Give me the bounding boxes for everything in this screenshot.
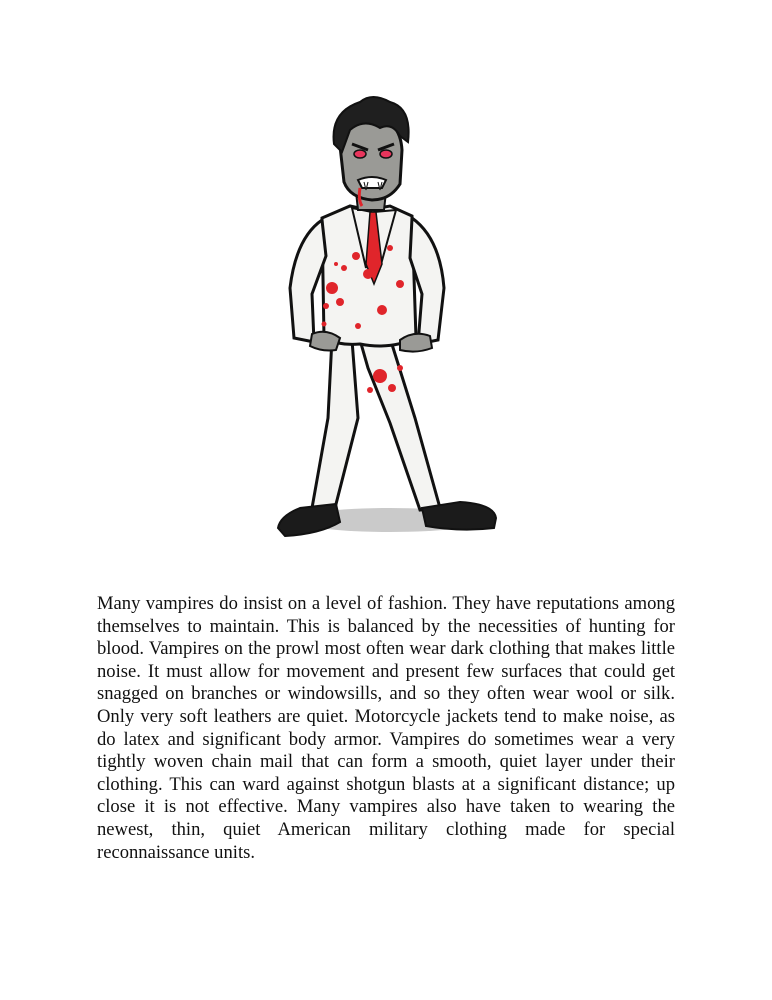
left-eye	[354, 150, 366, 158]
vampire-illustration	[240, 88, 530, 558]
right-leg	[360, 338, 440, 510]
left-arm	[290, 220, 326, 342]
left-hand	[310, 332, 340, 351]
right-eye	[380, 150, 392, 158]
vampire-drawing	[240, 88, 530, 558]
right-shoe	[422, 502, 496, 530]
left-shoe	[278, 504, 340, 536]
left-leg	[312, 338, 358, 508]
right-hand	[400, 334, 432, 352]
body-paragraph: Many vampires do insist on a level of fashion. They have reputations among themselves to maintain. This is balanced by the necessities of hunting for blood. Vampires on the prowl most often wear dark clothing that makes little noise. It must allow for movement and present few surfaces that could get snagged on branches or windowsills, and so they often wear wool or silk. Only very soft leathers are quiet. Motorcycle jackets tend to make noise, as do latex and significant body armor. Vampires do sometimes wear a very tightly woven chain mail that can form a smooth, quiet layer under their clothing. This can ward against shotgun blasts at a significant distance; up close it is not effective. Many vampires also have taken to wearing the newest, thin, quiet American military clothing made for special reconnaissance units.	[97, 593, 675, 863]
